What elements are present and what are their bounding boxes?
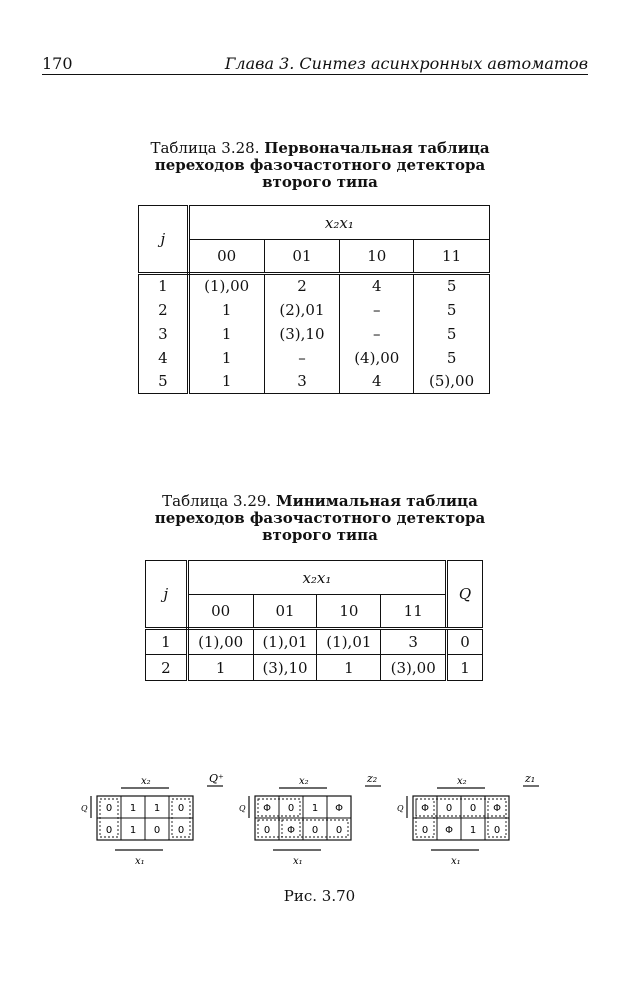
table-cell: 5 (414, 346, 490, 370)
page-header (42, 54, 588, 75)
table2-caption-title-3: второго типа (262, 526, 378, 544)
table-cell: 4 (340, 370, 414, 394)
table-cell: 1 (139, 274, 189, 298)
kmap-cell-value: 1 (311, 803, 319, 814)
table1-caption-title-2: переходов фазочастотного детектора (154, 156, 486, 174)
table-cell: (3),10 (264, 322, 340, 346)
kmap-cell-value: Φ (421, 803, 429, 814)
table1-caption-title-1: Первоначальная таблица (264, 139, 490, 157)
kmap-cell-value: 0 (311, 825, 319, 836)
table-cell: 1 (188, 346, 264, 370)
table-cell: (1),01 (253, 629, 317, 655)
table-cell: 1 (187, 655, 253, 681)
table-row (146, 629, 483, 655)
kmap-cell-value: 0 (493, 825, 501, 836)
table2-col-header: 00 (187, 595, 253, 629)
kmap-output-label: z₁ (525, 772, 536, 785)
table-cell: (5),00 (414, 370, 490, 394)
kmap-side-label: Q (81, 804, 88, 813)
kmap-bottom-label: x₁ (135, 856, 145, 867)
table2-extra-header: Q (447, 561, 483, 629)
kmap-cell-value: 0 (177, 825, 185, 836)
table1-caption-label: Таблица 3.28. (150, 139, 260, 157)
table2-col-header: 10 (317, 595, 381, 629)
kmap-cell-value: Φ (445, 825, 453, 836)
kmap-cell-value: 0 (153, 825, 161, 836)
table-cell: (1),01 (317, 629, 381, 655)
table-cell: – (340, 298, 414, 322)
table-row (139, 346, 490, 370)
table1-col-header: 01 (264, 240, 340, 274)
table2-caption-label: Таблица 3.29. (162, 492, 272, 510)
kmap-cell-value: 0 (445, 803, 453, 814)
table-row (139, 274, 490, 298)
table-cell: 4 (139, 346, 189, 370)
table-cell: 1 (188, 298, 264, 322)
kmap-cell-value: 0 (469, 803, 477, 814)
table-cell: 3 (264, 370, 340, 394)
kmap-cell-value: 1 (469, 825, 477, 836)
table-cell: (3),00 (381, 655, 447, 681)
running-title: Глава 3. Синтез асинхронных автоматов (224, 54, 588, 73)
table1-group-header: x₂x₁ (188, 206, 489, 240)
kmap-top-label: x₂ (141, 776, 151, 787)
table-cell: – (264, 346, 340, 370)
table-cell: (1),00 (188, 274, 264, 298)
page-number: 170 (42, 54, 73, 73)
kmap-cell-value: Φ (335, 803, 343, 814)
kmap-side-label: Q (397, 804, 404, 813)
table-cell: – (340, 322, 414, 346)
table-cell: 3 (139, 322, 189, 346)
table-row (139, 370, 490, 394)
kmap-cell-value: 0 (287, 803, 295, 814)
table-cell: (1),00 (187, 629, 253, 655)
kmap-side-label: Q (239, 804, 246, 813)
table-cell: 5 (139, 370, 189, 394)
table1 (138, 205, 490, 394)
table2 (145, 560, 483, 681)
kmap-cell-value: 1 (153, 803, 161, 814)
table1-col-header: 11 (414, 240, 490, 274)
table1-row-header: j (139, 206, 189, 274)
table2-caption-title-2: переходов фазочастотного детектора (154, 509, 486, 527)
table2-caption-title-1: Минимальная таблица (275, 492, 478, 510)
table-cell: 3 (381, 629, 447, 655)
table-cell: (3),10 (253, 655, 317, 681)
table-cell: 1 (447, 655, 483, 681)
table-cell: 5 (414, 298, 490, 322)
karnaugh-maps (0, 760, 639, 880)
kmap-cell-value: 0 (105, 803, 113, 814)
table-cell: 0 (447, 629, 483, 655)
figure-caption: Рис. 3.70 (283, 887, 356, 905)
table-row (146, 655, 483, 681)
kmap-cell-value: Φ (493, 803, 501, 814)
table2-col-header: 11 (381, 595, 447, 629)
table-cell: 1 (188, 370, 264, 394)
table-cell: 2 (264, 274, 340, 298)
kmap-cell-value: Φ (287, 825, 295, 836)
table2-caption (100, 493, 540, 544)
table-cell: (2),01 (264, 298, 340, 322)
kmap-bottom-label: x₁ (451, 856, 461, 867)
table-row (139, 322, 490, 346)
kmap-output-label: Q⁺ (209, 772, 224, 785)
table1-caption-title-3: второго типа (262, 173, 378, 191)
table1-col-header: 10 (340, 240, 414, 274)
kmap-cell-value: 1 (129, 825, 137, 836)
table-cell: 4 (340, 274, 414, 298)
kmap-cell-value: Φ (263, 803, 271, 814)
kmap-cell-value: 1 (129, 803, 137, 814)
table-cell: 5 (414, 322, 490, 346)
table-cell: 2 (146, 655, 188, 681)
table2-row-header: j (146, 561, 188, 629)
table-cell: 2 (139, 298, 189, 322)
kmap-cell-value: 0 (177, 803, 185, 814)
kmap-cell-value: 0 (335, 825, 343, 836)
table-cell: 1 (317, 655, 381, 681)
kmap-top-label: x₂ (299, 776, 309, 787)
kmap-cell-value: 0 (105, 825, 113, 836)
kmap-top-label: x₂ (457, 776, 467, 787)
table-cell: 1 (188, 322, 264, 346)
kmap-bottom-label: x₁ (293, 856, 303, 867)
table1-caption (100, 140, 540, 191)
kmap-cell-value: 0 (421, 825, 429, 836)
table-cell: (4),00 (340, 346, 414, 370)
kmap-cell-value: 0 (263, 825, 271, 836)
table-cell: 1 (146, 629, 188, 655)
table2-col-header: 01 (253, 595, 317, 629)
table-cell: 5 (414, 274, 490, 298)
table-row (139, 298, 490, 322)
table1-col-header: 00 (188, 240, 264, 274)
kmap-output-label: z₂ (367, 772, 378, 785)
table2-group-header: x₂x₁ (187, 561, 446, 595)
